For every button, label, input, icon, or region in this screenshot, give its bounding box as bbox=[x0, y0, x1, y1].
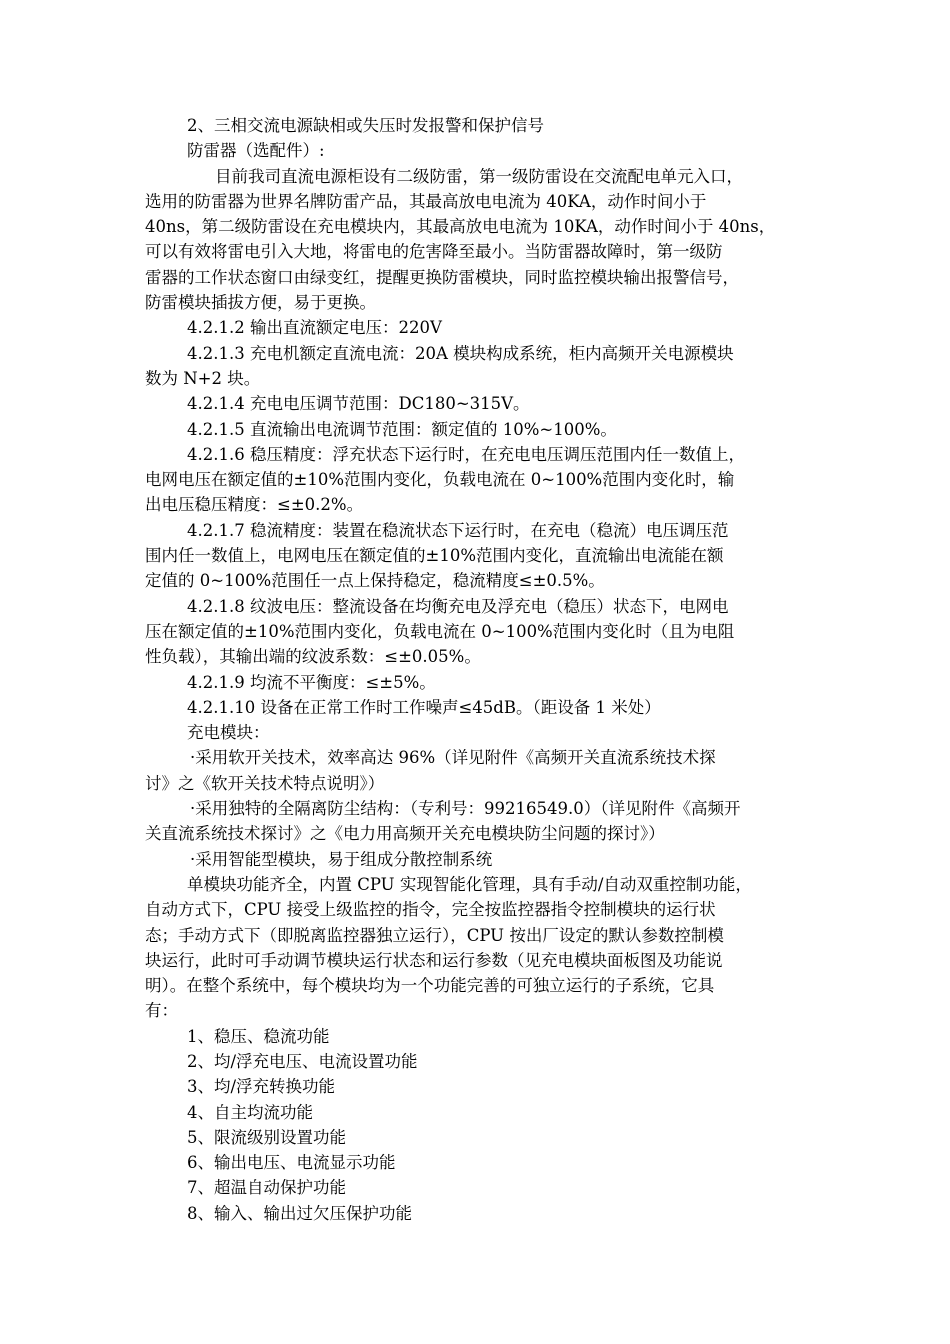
list-item: 7、超温自动保护功能 bbox=[187, 1178, 346, 1198]
text-line: 防雷器（选配件）: bbox=[187, 141, 325, 161]
text-line: 4.2.1.10 设备在正常工作时工作噪声≤45dB。（距设备 1 米处） bbox=[187, 697, 661, 717]
text-line: 压在额定值的±10%范围内变化，负载电流在 0~100%范围内变化时（且为电阻 bbox=[145, 621, 735, 641]
list-item: 2、均/浮充电压、电流设置功能 bbox=[187, 1051, 418, 1071]
text-line: 4.2.1.3 充电机额定直流电流：20A 模块构成系统，柜内高频开关电源模块 bbox=[187, 343, 734, 363]
text-line: ·采用智能型模块，易于组成分散控制系统 bbox=[190, 849, 493, 869]
text-line: 性负载），其输出端的纹波系数：≤±0.05%。 bbox=[145, 647, 481, 667]
text-line: 雷器的工作状态窗口由绿变红，提醒更换防雷模块，同时监控模块输出报警信号， bbox=[145, 267, 739, 287]
text-line: 块运行，此时可手动调节模块运行状态和运行参数（见充电模块面板图及功能说 bbox=[145, 950, 723, 970]
text-line: ·采用软开关技术，效率高达 96%（详见附件《高频开关直流系统技术探 bbox=[190, 748, 716, 768]
text-line: 围内任一数值上，电网电压在额定值的±10%范围内变化，直流输出电流能在额 bbox=[145, 546, 724, 566]
list-item: 1、稳压、稳流功能 bbox=[187, 1026, 330, 1046]
text-line: 关直流系统技术探讨》之《电力用高频开关充电模块防尘问题的探讨》） bbox=[145, 824, 665, 844]
text-line: 4.2.1.4 充电电压调节范围：DC180~315V。 bbox=[187, 394, 530, 414]
text-line: 明）。在整个系统中，每个模块均为一个功能完善的可独立运行的子系统，它具 bbox=[145, 976, 715, 996]
list-item: 3、均/浮充转换功能 bbox=[187, 1077, 336, 1097]
text-line: 2、三相交流电源缺相或失压时发报警和保护信号 bbox=[187, 116, 544, 135]
text-line: 单模块功能齐全，内置 CPU 实现智能化管理，具有手动/自动双重控制功能， bbox=[187, 874, 752, 894]
text-line: 防雷模块插拔方便，易于更换。 bbox=[145, 293, 376, 313]
text-line: 数为 N+2 块。 bbox=[145, 368, 261, 388]
text-line: 选用的防雷器为世界名牌防雷产品，其最高放电电流为 40KA，动作时间小于 bbox=[145, 191, 707, 211]
text-line: 充电模块： bbox=[187, 723, 270, 743]
list-item: 4、自主均流功能 bbox=[187, 1102, 313, 1122]
document-body bbox=[145, 113, 812, 1226]
text-line: 目前我司直流电源柜设有二级防雷，第一级防雷设在交流配电单元入口， bbox=[215, 166, 743, 186]
text-line: 讨》之《软开关技术特点说明》） bbox=[145, 773, 385, 793]
list-item: 8、输入、输出过欠压保护功能 bbox=[187, 1203, 412, 1223]
text-line: 4.2.1.8 纹波电压：整流设备在均衡充电及浮充电（稳压）状态下，电网电 bbox=[187, 596, 729, 616]
text-line: 4.2.1.5 直流输出电流调节范围：额定值的 10%~100%。 bbox=[187, 419, 617, 439]
text-line: 出电压稳压精度：≤±0.2%。 bbox=[145, 495, 364, 515]
text-line: 定值的 0~100%范围任一点上保持稳定，稳流精度≤±0.5%。 bbox=[145, 571, 605, 591]
list-item: 6、输出电压、电流显示功能 bbox=[187, 1153, 396, 1173]
text-line: 态；手动方式下（即脱离监控器独立运行），CPU 按出厂设定的默认参数控制模 bbox=[145, 925, 724, 945]
text-line: ·采用独特的全隔离防尘结构：（专利号：99216549.0）（详见附件《高频开 bbox=[190, 799, 741, 819]
text-line: 40ns，第二级防雷设在充电模块内，其最高放电电流为 10KA，动作时间小于 40ns， bbox=[145, 217, 776, 237]
list-item: 5、限流级别设置功能 bbox=[187, 1127, 346, 1147]
text-line: 4.2.1.9 均流不平衡度：≤±5%。 bbox=[187, 672, 436, 692]
text-line: 有： bbox=[145, 1001, 178, 1021]
text-line: 电网电压在额定值的±10%范围内变化，负载电流在 0~100%范围内变化时，输 bbox=[145, 470, 735, 490]
text-line: 4.2.1.2 输出直流额定电压：220V bbox=[187, 318, 442, 338]
text-line: 4.2.1.6 稳压精度：浮充状态下运行时，在充电电压调压范围内任一数值上， bbox=[187, 444, 745, 464]
text-line: 可以有效将雷电引入大地，将雷电的危害降至最小。当防雷器故障时，第一级防 bbox=[145, 242, 723, 262]
text-line: 自动方式下，CPU 接受上级监控的指令，完全按监控器指令控制模块的运行状 bbox=[145, 900, 716, 920]
text-line: 4.2.1.7 稳流精度：装置在稳流状态下运行时，在充电（稳流）电压调压范 bbox=[187, 520, 729, 540]
